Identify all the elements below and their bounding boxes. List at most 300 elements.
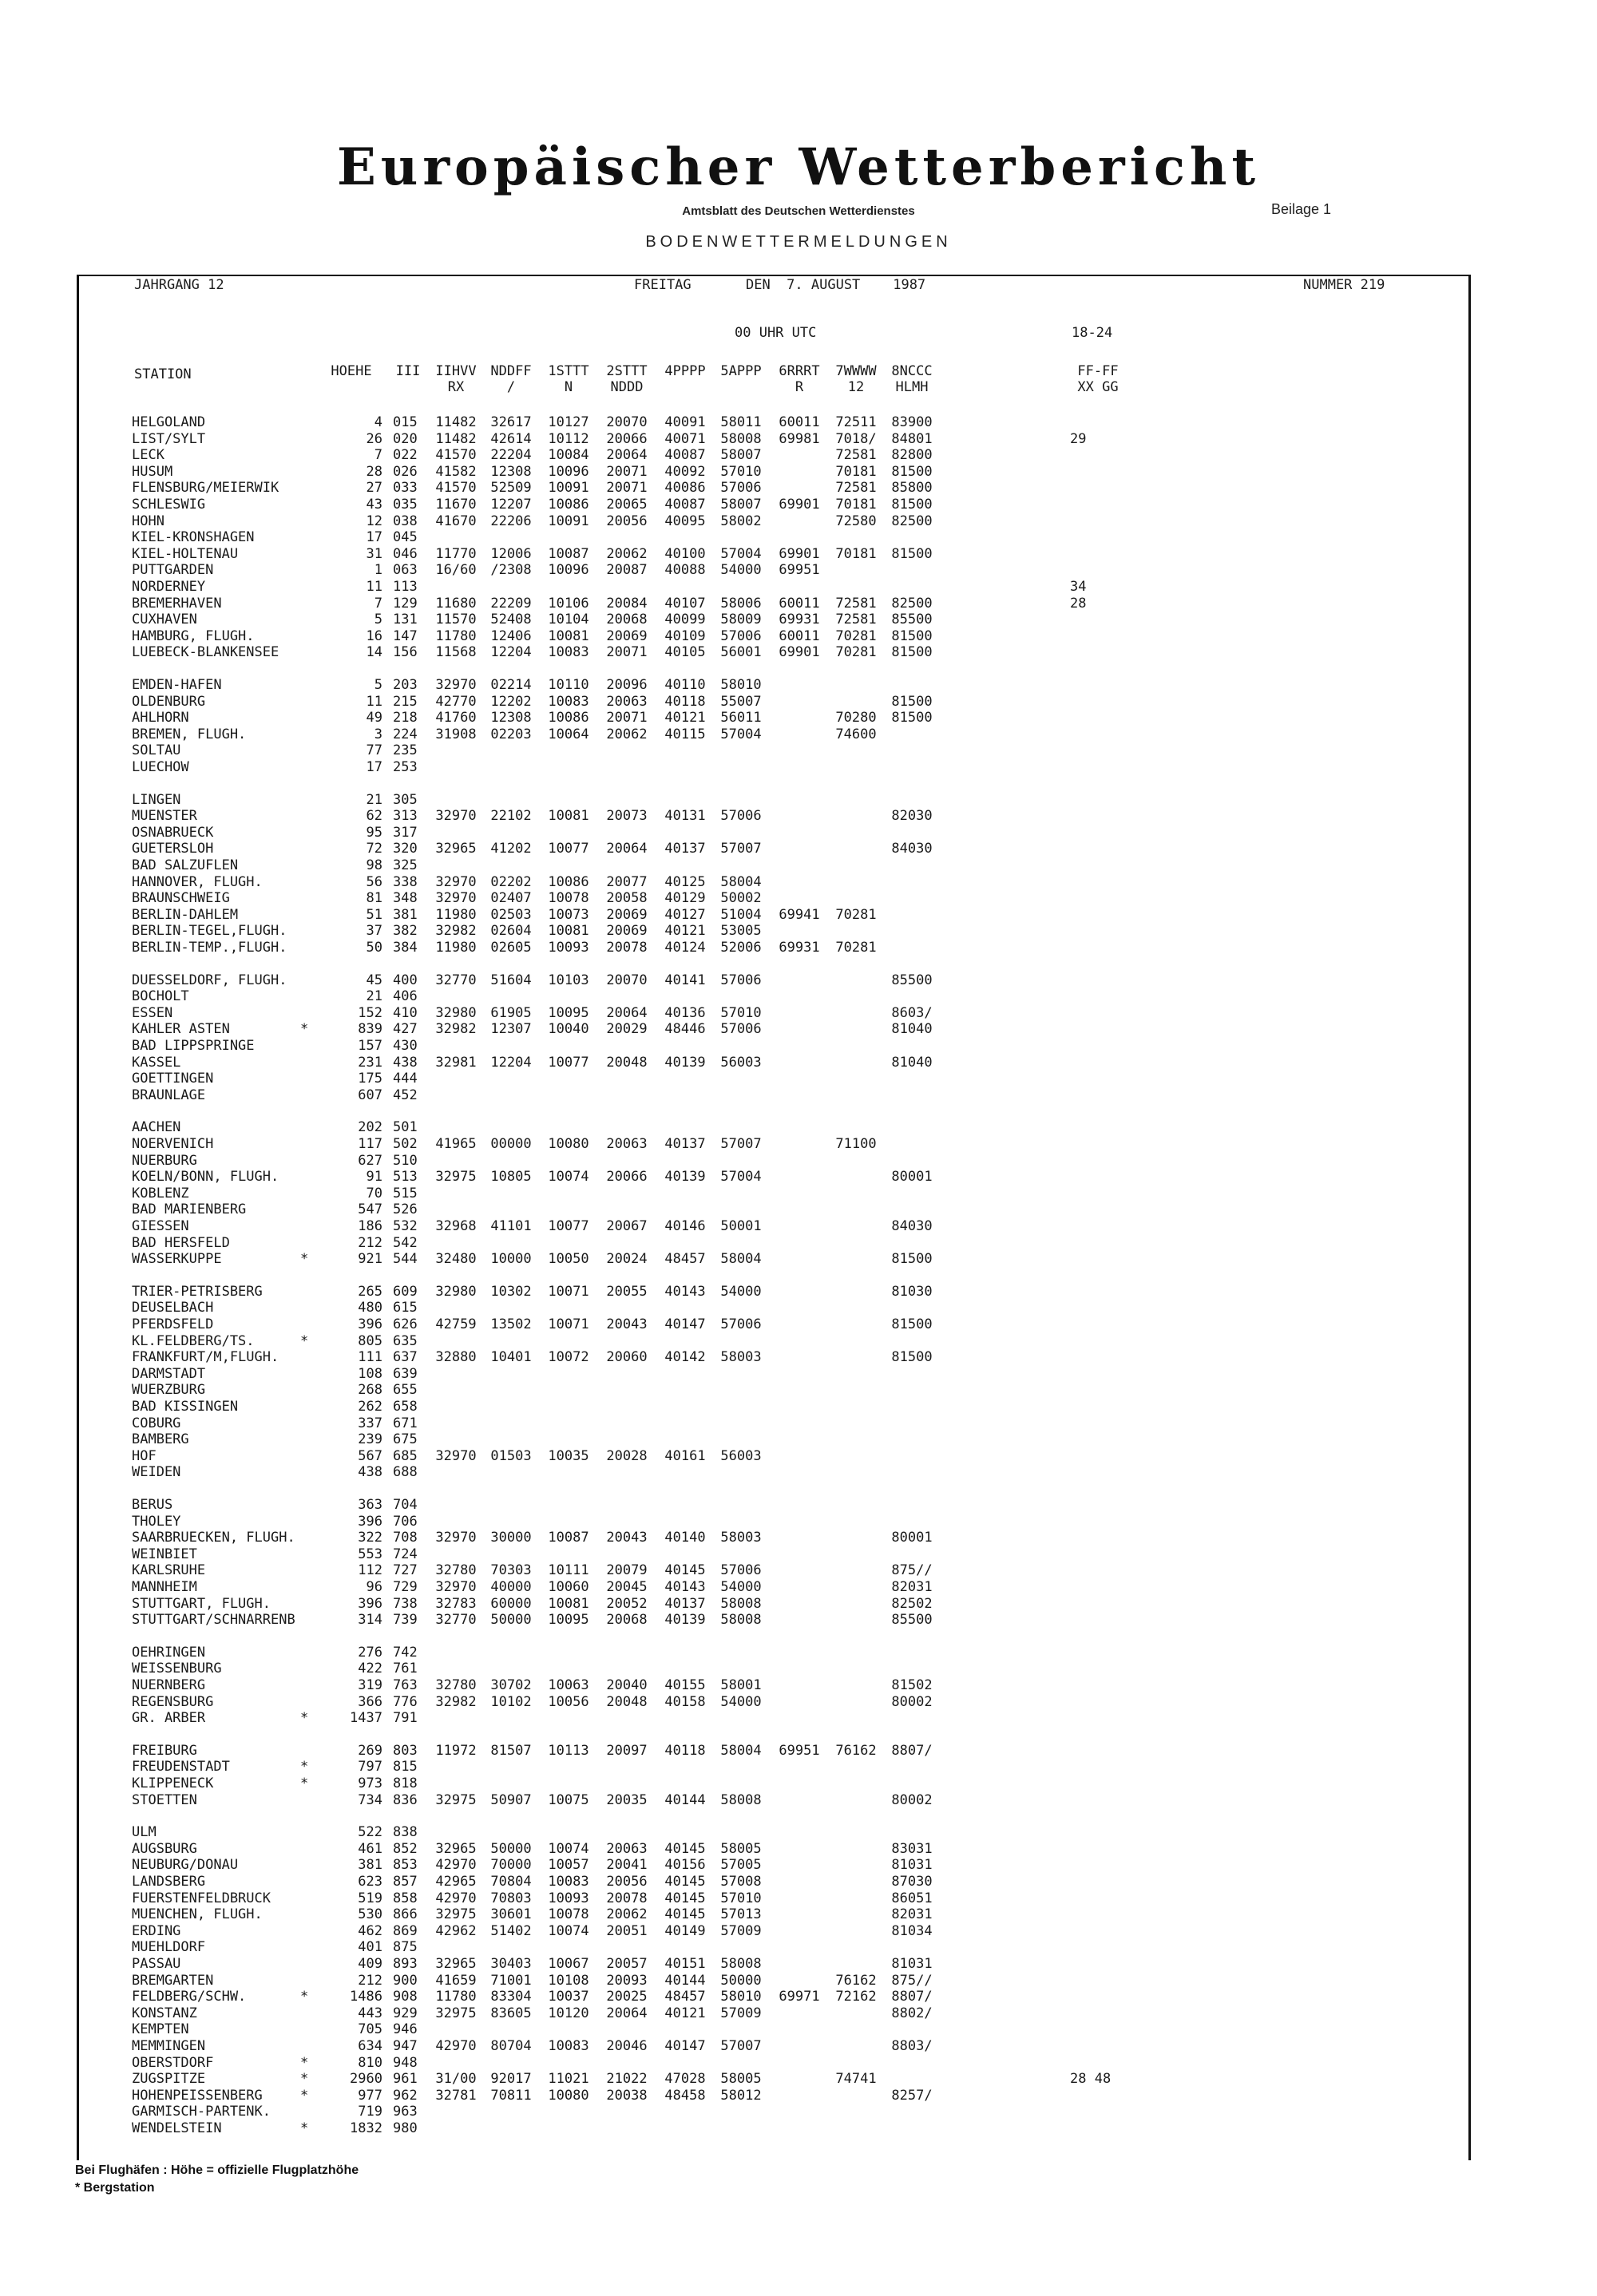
code-group: 40139 — [664, 1169, 706, 1185]
station-index: 857 — [393, 1874, 418, 1890]
station-index: 532 — [393, 1218, 418, 1234]
code-group: 85500 — [891, 972, 933, 988]
code-group: 32975 — [435, 1169, 477, 1185]
column-header-primary: 5APPP — [720, 363, 762, 379]
station-index: 113 — [393, 579, 418, 595]
station-index: 708 — [393, 1530, 418, 1546]
code-group: 22102 — [490, 808, 532, 824]
station-name: HOF — [132, 1448, 157, 1464]
station-name: KLIPPENECK — [132, 1775, 214, 1791]
station-name: FREUDENSTADT — [132, 1759, 230, 1775]
code-group: 41202 — [490, 841, 532, 857]
station-name: AUGSBURG — [132, 1841, 197, 1857]
code-group: 40110 — [664, 677, 706, 693]
code-group: 50002 — [720, 890, 762, 906]
code-group: 57004 — [720, 726, 762, 742]
code-group: 85500 — [891, 612, 933, 627]
station-name: LIST/SYLT — [132, 431, 206, 447]
station-index: 908 — [393, 1989, 418, 2005]
station-elevation: 21 — [366, 792, 382, 808]
code-group: 20063 — [606, 1136, 648, 1152]
station-elevation: 810 — [358, 2055, 382, 2071]
code-group: 69941 — [779, 907, 820, 923]
station-elevation: 81 — [366, 890, 382, 906]
station-elevation: 319 — [358, 1677, 382, 1693]
station-elevation: 5 — [374, 612, 382, 627]
station-index: 224 — [393, 726, 418, 742]
code-group: 69971 — [779, 1989, 820, 2005]
code-group: 32480 — [435, 1251, 477, 1267]
station-name: BERLIN-TEMP.,FLUGH. — [132, 940, 287, 956]
code-group: 10086 — [548, 710, 589, 726]
code-group: 40145 — [664, 1562, 706, 1578]
station-elevation: 1437 — [350, 1710, 382, 1726]
code-group: 70803 — [490, 1890, 532, 1906]
station-elevation: 202 — [358, 1119, 382, 1135]
code-group: 40086 — [664, 480, 706, 496]
code-group: 48446 — [664, 1021, 706, 1037]
code-group: 10084 — [548, 447, 589, 463]
code-group: 42970 — [435, 1857, 477, 1873]
code-group: 12307 — [490, 1021, 532, 1037]
station-name: KIEL-KRONSHAGEN — [132, 529, 255, 545]
code-group: 11980 — [435, 907, 477, 923]
station-index: 526 — [393, 1201, 418, 1217]
code-group: 10120 — [548, 2005, 589, 2021]
station-name: BREMEN, FLUGH. — [132, 726, 247, 742]
column-header-secondary: R — [795, 379, 804, 395]
station-name: FELDBERG/SCHW. — [132, 1989, 247, 2005]
code-group: 10072 — [548, 1349, 589, 1365]
station-name: MUENCHEN, FLUGH. — [132, 1906, 263, 1922]
code-group: 10077 — [548, 1055, 589, 1071]
code-group: 10078 — [548, 1906, 589, 1922]
station-elevation: 50 — [366, 940, 382, 956]
station-name: WASSERKUPPE — [132, 1251, 222, 1267]
station-name: NUERNBERG — [132, 1677, 206, 1693]
code-group: 40118 — [664, 1743, 706, 1759]
code-group: 20052 — [606, 1596, 648, 1612]
code-group: 57004 — [720, 1169, 762, 1185]
code-group: 10103 — [548, 972, 589, 988]
station-elevation: 480 — [358, 1300, 382, 1316]
station-elevation: 366 — [358, 1694, 382, 1710]
station-elevation: 553 — [358, 1546, 382, 1562]
station-elevation: 11 — [366, 694, 382, 710]
code-group: 32770 — [435, 1612, 477, 1628]
station-index: 033 — [393, 480, 418, 496]
station-name: MUEHLDORF — [132, 1939, 206, 1955]
code-group: 32980 — [435, 1284, 477, 1300]
code-group: 57004 — [720, 546, 762, 562]
code-group: 81500 — [891, 546, 933, 562]
station-index: 929 — [393, 2005, 418, 2021]
station-name: OLDENBURG — [132, 694, 206, 710]
station-name: MUENSTER — [132, 808, 197, 824]
code-group: 40143 — [664, 1284, 706, 1300]
code-group: 20065 — [606, 497, 648, 513]
code-group: 20071 — [606, 710, 648, 726]
code-group: 81031 — [891, 1857, 933, 1873]
code-group: 30403 — [490, 1956, 532, 1972]
station-name: ERDING — [132, 1923, 181, 1939]
station-index: 637 — [393, 1349, 418, 1365]
code-group: 70281 — [835, 940, 877, 956]
code-group: 10057 — [548, 1857, 589, 1873]
code-group: 40158 — [664, 1694, 706, 1710]
code-group: 20024 — [606, 1251, 648, 1267]
code-group: 31/00 — [435, 2071, 477, 2087]
code-group: 00000 — [490, 1136, 532, 1152]
code-group: 58012 — [720, 2088, 762, 2104]
code-group: 01503 — [490, 1448, 532, 1464]
code-group: 82031 — [891, 1906, 933, 1922]
station-index: 626 — [393, 1316, 418, 1332]
station-index: 838 — [393, 1824, 418, 1840]
mountain-station-mark: * — [300, 2120, 309, 2136]
station-name: GIESSEN — [132, 1218, 189, 1234]
station-name: OEHRINGEN — [132, 1645, 206, 1661]
station-index: 761 — [393, 1661, 418, 1676]
station-elevation: 91 — [366, 1169, 382, 1185]
station-index: 671 — [393, 1415, 418, 1431]
code-group: 58005 — [720, 1841, 762, 1857]
station-elevation: 276 — [358, 1645, 382, 1661]
station-elevation: 381 — [358, 1857, 382, 1873]
station-index: 853 — [393, 1857, 418, 1873]
code-group: 32770 — [435, 972, 477, 988]
station-name: KL.FELDBERG/TS. — [132, 1333, 255, 1349]
station-index: 253 — [393, 759, 418, 775]
code-group: 92017 — [490, 2071, 532, 2087]
station-elevation: 719 — [358, 2104, 382, 2120]
station-name: FUERSTENFELDBRUCK — [132, 1890, 271, 1906]
code-group: 72580 — [835, 513, 877, 529]
station-name: BREMERHAVEN — [132, 596, 222, 612]
station-index: 869 — [393, 1923, 418, 1939]
code-group: 40144 — [664, 1792, 706, 1808]
code-group: 10073 — [548, 907, 589, 923]
code-group: 71100 — [835, 1136, 877, 1152]
jahrgang: JAHRGANG 12 — [134, 277, 224, 293]
column-header-primary: IIHVV — [435, 363, 477, 379]
station-index: 305 — [393, 792, 418, 808]
station-elevation: 14 — [366, 644, 382, 660]
station-elevation: 4 — [374, 414, 382, 430]
station-index: 962 — [393, 2088, 418, 2104]
code-group: 58007 — [720, 447, 762, 463]
code-group: 40121 — [664, 710, 706, 726]
code-group: 42614 — [490, 431, 532, 447]
code-group: 12006 — [490, 546, 532, 562]
code-group: 10040 — [548, 1021, 589, 1037]
station-name: EMDEN-HAFEN — [132, 677, 222, 693]
station-elevation: 1 — [374, 562, 382, 578]
code-group: 20029 — [606, 1021, 648, 1037]
column-header-primary: III — [395, 363, 421, 379]
station-index: 727 — [393, 1562, 418, 1578]
code-group: 81500 — [891, 628, 933, 644]
code-group: 20096 — [606, 677, 648, 693]
code-group: 02604 — [490, 923, 532, 939]
code-group: 40107 — [664, 596, 706, 612]
code-group: 50001 — [720, 1218, 762, 1234]
code-group: 70281 — [835, 644, 877, 660]
code-group: 20069 — [606, 923, 648, 939]
column-header-secondary: XX GG — [1077, 379, 1119, 395]
code-group: 40147 — [664, 2038, 706, 2054]
code-group: 20066 — [606, 431, 648, 447]
issue-number: NUMMER 219 — [1303, 277, 1385, 293]
code-group: 69901 — [779, 644, 820, 660]
column-header-secondary: 12 — [847, 379, 865, 395]
code-group: 32982 — [435, 1694, 477, 1710]
code-group: 41582 — [435, 464, 477, 480]
code-group: 57009 — [720, 2005, 762, 2021]
code-group: 10074 — [548, 1923, 589, 1939]
code-group: 57009 — [720, 1923, 762, 1939]
code-group: 12406 — [490, 628, 532, 644]
station-index: 738 — [393, 1596, 418, 1612]
station-index: 430 — [393, 1038, 418, 1054]
station-name: WEIDEN — [132, 1464, 181, 1480]
code-group: 10095 — [548, 1005, 589, 1021]
station-name: GOETTINGEN — [132, 1071, 214, 1087]
code-group: 20070 — [606, 414, 648, 430]
code-group: 11780 — [435, 1989, 477, 2005]
code-group: 11482 — [435, 431, 477, 447]
station-index: 045 — [393, 529, 418, 545]
station-name: NORDERNEY — [132, 579, 206, 595]
station-index: 836 — [393, 1792, 418, 1808]
code-group: 32970 — [435, 1530, 477, 1546]
code-group: 32982 — [435, 923, 477, 939]
station-name: KONSTANZ — [132, 2005, 197, 2021]
station-elevation: 28 — [366, 464, 382, 480]
station-index: 615 — [393, 1300, 418, 1316]
code-group: 56003 — [720, 1055, 762, 1071]
report-subtitle: Amtsblatt des Deutschen Wetterdienstes — [682, 204, 915, 218]
code-group: 40092 — [664, 464, 706, 480]
code-group: 40156 — [664, 1857, 706, 1873]
station-name: ULM — [132, 1824, 157, 1840]
code-group: 20028 — [606, 1448, 648, 1464]
station-elevation: 72 — [366, 841, 382, 857]
code-group: 57006 — [720, 480, 762, 496]
station-elevation: 186 — [358, 1218, 382, 1234]
station-index: 742 — [393, 1645, 418, 1661]
station-index: 063 — [393, 562, 418, 578]
code-group: 11570 — [435, 612, 477, 627]
station-name: HOHENPEISSENBERG — [132, 2088, 263, 2104]
station-name: NOERVENICH — [132, 1136, 214, 1152]
code-group: 10113 — [548, 1743, 589, 1759]
station-index: 818 — [393, 1775, 418, 1791]
code-group: 40149 — [664, 1923, 706, 1939]
station-index: 147 — [393, 628, 418, 644]
code-group: 70804 — [490, 1874, 532, 1890]
code-group: 56001 — [720, 644, 762, 660]
code-group: 10077 — [548, 841, 589, 857]
code-group: 875// — [891, 1973, 933, 1989]
code-group: 84030 — [891, 841, 933, 857]
station-name: FREIBURG — [132, 1743, 197, 1759]
station-name: KOBLENZ — [132, 1186, 189, 1201]
column-header-primary: 8NCCC — [891, 363, 933, 379]
code-group: 54000 — [720, 1579, 762, 1595]
code-group: 30702 — [490, 1677, 532, 1693]
code-group: 40145 — [664, 1874, 706, 1890]
code-group: 55007 — [720, 694, 762, 710]
code-group: 52509 — [490, 480, 532, 496]
mountain-station-mark: * — [300, 1251, 309, 1267]
time-range: 18-24 — [1072, 325, 1113, 341]
code-group: 8802/ — [891, 2005, 933, 2021]
station-name: STUTTGART, FLUGH. — [132, 1596, 271, 1612]
code-group: 10037 — [548, 1989, 589, 2005]
code-group: 50000 — [490, 1612, 532, 1628]
code-group: 72581 — [835, 447, 877, 463]
code-group: 70181 — [835, 464, 877, 480]
station-elevation: 3 — [374, 726, 382, 742]
code-group: 10096 — [548, 562, 589, 578]
code-group: 10093 — [548, 940, 589, 956]
code-group: 10302 — [490, 1284, 532, 1300]
code-group: 51004 — [720, 907, 762, 923]
code-group: 20048 — [606, 1055, 648, 1071]
station-name: LUEBECK-BLANKENSEE — [132, 644, 279, 660]
station-elevation: 337 — [358, 1415, 382, 1431]
station-elevation: 2960 — [350, 2071, 382, 2087]
station-elevation: 921 — [358, 1251, 382, 1267]
code-group: 32780 — [435, 1562, 477, 1578]
code-group: 10064 — [548, 726, 589, 742]
station-index: 015 — [393, 414, 418, 430]
station-name: BAD KISSINGEN — [132, 1399, 239, 1415]
column-header-secondary: / — [506, 379, 516, 395]
station-index: 675 — [393, 1431, 418, 1447]
station-index: 858 — [393, 1890, 418, 1906]
code-group: 10081 — [548, 808, 589, 824]
code-group: 20064 — [606, 2005, 648, 2021]
code-group: 84801 — [891, 431, 933, 447]
code-group: 8807/ — [891, 1743, 933, 1759]
station-index: 947 — [393, 2038, 418, 2054]
code-group: 20055 — [606, 1284, 648, 1300]
code-group: 40145 — [664, 1841, 706, 1857]
code-group: 56011 — [720, 710, 762, 726]
code-group: 40127 — [664, 907, 706, 923]
station-elevation: 26 — [366, 431, 382, 447]
code-group: 72511 — [835, 414, 877, 430]
code-group: 20056 — [606, 513, 648, 529]
station-index: 776 — [393, 1694, 418, 1710]
code-group: 40144 — [664, 1973, 706, 1989]
code-group: 58003 — [720, 1530, 762, 1546]
code-group: 10074 — [548, 1169, 589, 1185]
code-group: 58002 — [720, 513, 762, 529]
code-group: 41101 — [490, 1218, 532, 1234]
wind-gust: 28 — [1070, 596, 1087, 612]
code-group: 12207 — [490, 497, 532, 513]
code-group: 40141 — [664, 972, 706, 988]
station-elevation: 27 — [366, 480, 382, 496]
code-group: 58008 — [720, 1596, 762, 1612]
station-elevation: 95 — [366, 825, 382, 841]
code-group: 02202 — [490, 874, 532, 890]
code-group: 69901 — [779, 546, 820, 562]
code-group: 80001 — [891, 1169, 933, 1185]
code-group: 40140 — [664, 1530, 706, 1546]
code-group: 82502 — [891, 1596, 933, 1612]
station-name: BRAUNSCHWEIG — [132, 890, 230, 906]
code-group: 22204 — [490, 447, 532, 463]
station-index: 893 — [393, 1956, 418, 1972]
station-elevation: 805 — [358, 1333, 382, 1349]
code-group: 11482 — [435, 414, 477, 430]
code-group: 32982 — [435, 1021, 477, 1037]
column-header-primary: 6RRRT — [779, 363, 820, 379]
station-name: HANNOVER, FLUGH. — [132, 874, 263, 890]
station-name: MANNHEIM — [132, 1579, 197, 1595]
station-name: LINGEN — [132, 792, 181, 808]
station-index: 438 — [393, 1055, 418, 1071]
code-group: 82030 — [891, 808, 933, 824]
code-group: 10035 — [548, 1448, 589, 1464]
column-header-primary: 7WWWW — [835, 363, 877, 379]
station-elevation: 98 — [366, 857, 382, 873]
code-group: 72581 — [835, 612, 877, 627]
code-group: 58008 — [720, 1956, 762, 1972]
code-group: 69931 — [779, 612, 820, 627]
station-elevation: 11 — [366, 579, 382, 595]
code-group: 81500 — [891, 644, 933, 660]
station-index: 980 — [393, 2120, 418, 2136]
station-elevation: 112 — [358, 1562, 382, 1578]
code-group: 70811 — [490, 2088, 532, 2104]
code-group: 58004 — [720, 1251, 762, 1267]
station-name: AACHEN — [132, 1119, 181, 1135]
station-index: 452 — [393, 1087, 418, 1103]
station-name: REGENSBURG — [132, 1694, 214, 1710]
code-group: 32965 — [435, 1956, 477, 1972]
code-group: 02407 — [490, 890, 532, 906]
code-group: 40129 — [664, 890, 706, 906]
code-group: 70281 — [835, 628, 877, 644]
code-group: 32970 — [435, 677, 477, 693]
code-group: 72581 — [835, 596, 877, 612]
code-group: 57010 — [720, 1890, 762, 1906]
code-group: 10096 — [548, 464, 589, 480]
code-group: 10078 — [548, 890, 589, 906]
code-group: 69931 — [779, 940, 820, 956]
station-elevation: 239 — [358, 1431, 382, 1447]
code-group: 58005 — [720, 2071, 762, 2087]
code-group: 10091 — [548, 480, 589, 496]
code-group: 40139 — [664, 1612, 706, 1628]
code-group: 20025 — [606, 1989, 648, 2005]
code-group: 40131 — [664, 808, 706, 824]
code-group: 69951 — [779, 562, 820, 578]
station-name: STUTTGART/SCHNARRENB — [132, 1612, 295, 1628]
station-elevation: 45 — [366, 972, 382, 988]
code-group: 20068 — [606, 612, 648, 627]
code-group: 58011 — [720, 414, 762, 430]
code-group: 87030 — [891, 1874, 933, 1890]
code-group: 81031 — [891, 1956, 933, 1972]
station-name: COBURG — [132, 1415, 181, 1431]
code-group: 42965 — [435, 1874, 477, 1890]
